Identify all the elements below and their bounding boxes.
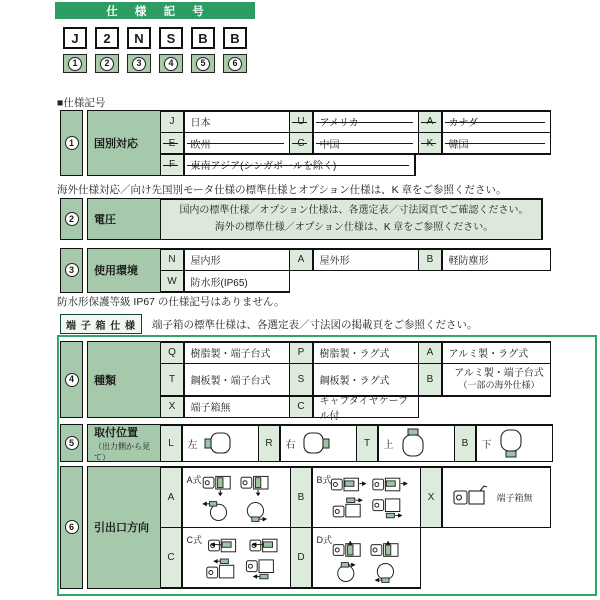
note-waterproof: 防水形保護等級 IP67 の仕様記号はありません。 [57,296,285,308]
row3-label-cell [87,248,161,293]
circled-number: 3 [132,57,146,71]
option-text: 端子箱無 [185,397,289,417]
outlet-style-b-cell [313,468,420,527]
row6-options [160,466,552,589]
code-number-cell [159,54,183,73]
option-code-struck: U [290,112,312,132]
circled-number: 6 [65,520,79,534]
option-code: B [419,364,441,395]
code-number-cell [223,54,247,73]
option-code: X [161,397,183,417]
no-terminal-box-note: 端子箱無 [496,492,533,503]
mount-left-cell: 左 [183,426,258,461]
circled-number: 1 [68,57,82,71]
option-code: T [161,364,183,395]
spec-row-environment [60,248,551,293]
voltage-note-line1: 国内の標準仕様／オプション仕様は、各選定表／寸法図頁でご確認ください。 [179,205,529,216]
option-text: 鋼板製・ラグ式 [314,364,418,395]
row4-number-cell [60,341,83,418]
style-a-label: A式 [186,474,202,485]
circled-number: 4 [164,57,178,71]
option-code-struck: C [290,133,312,153]
option-text-struck: カナダ [443,112,550,132]
option-text: キャブタイヤケーブル付 [314,397,418,417]
code-number-cell [95,54,119,73]
option-code: S [290,364,312,395]
spec-code-title: 仕 様 記 号 [55,2,255,19]
row1-label: 国別対応 [94,138,138,150]
section-heading: ■仕様記号 [57,97,106,109]
option-text-struck: 東南アジア(シンガポールを除く) [185,155,415,175]
spec-row-type [60,341,551,422]
row4-label: 種類 [94,374,116,387]
row5-number-cell [60,424,83,462]
terminal-box-section-label: 端 子 箱 仕 様 [60,314,142,334]
row5-options [160,424,554,462]
row1-number-cell [60,110,83,176]
circled-number: 5 [65,436,79,450]
row3-label: 使用環境 [94,265,138,278]
option-code: R [259,426,279,461]
circled-number: 2 [100,57,114,71]
voltage-note-cell [161,200,541,239]
option-code: A [161,468,181,527]
row3-options [160,248,552,293]
option-text: 日本 [185,112,289,132]
option-code: B [291,468,311,527]
row6-label: 引出口方向 [94,522,149,535]
code-box-3: N [127,27,151,49]
style-d-label: D式 [316,535,332,545]
outlet-style-x-cell [443,468,550,527]
circled-number: 2 [65,212,79,226]
code-number-cell [191,54,215,73]
option-text: 樹脂製・ラグ式 [314,343,418,363]
outlet-style-b-diagram [326,471,416,525]
spec-row-mount-position [60,424,553,462]
row2-number-cell [60,198,83,240]
option-text: 防水形(IP65) [185,271,289,291]
spec-row-voltage [60,198,543,240]
circled-number: 6 [228,57,242,71]
option-code: B [419,250,441,270]
option-text: 樹脂製・端子台式 [185,343,289,363]
option-code: B [455,426,475,461]
note-overseas: 海外仕様対応／向け先国別モータ仕様の標準仕様とオプション仕様は、K 章をご参照ください。 [57,184,507,196]
option-code: T [357,426,377,461]
outlet-style-a-diagram [196,471,286,525]
option-text-struck: 韓国 [443,133,550,153]
motor-box-top-icon [399,428,427,458]
code-box-5: B [191,27,215,49]
code-box-1: J [63,27,87,49]
outlet-style-d-cell [313,528,420,587]
terminal-box-note: 端子箱の標準仕様は、各選定表／寸法図の掲載頁をご参照ください。 [152,319,478,331]
circled-number: 1 [65,136,79,150]
outlet-style-c-diagram [196,532,286,586]
row2-label: 電圧 [94,214,116,226]
code-box-row [55,27,255,49]
option-code-struck: E [161,133,183,153]
circled-number: 5 [196,57,210,71]
code-number-row [55,54,255,73]
row3-number-cell [60,248,83,293]
option-code: P [290,343,312,363]
option-code: L [161,426,181,461]
motor-box-right-icon [301,429,331,457]
row1-options [160,110,552,176]
mount-right-cell: 右 [281,426,356,461]
option-code: N [161,250,183,270]
option-code: X [421,468,441,527]
mount-top-cell: 上 [379,426,454,461]
style-c-label: C式 [186,535,202,545]
motor-box-left-icon [203,429,233,457]
style-b-label: B式 [316,474,332,485]
option-text: 軽防塵形 [443,250,550,270]
row4-label-cell [87,341,161,418]
option-text-struck: 欧州 [185,133,289,153]
option-code-struck: K [419,133,441,153]
option-code: A [290,250,312,270]
option-code: A [419,343,441,363]
mount-bottom-cell: 下 [477,426,552,461]
row5-label: 取付位置 [94,426,138,439]
option-code: Q [161,343,183,363]
option-code: W [161,271,183,291]
spec-row-country [60,110,551,176]
row6-number-cell [60,466,83,589]
option-text: アルミ製・端子台式 （一部の海外仕様） [443,364,550,395]
option-text: 屋外形 [314,250,418,270]
code-box-2: 2 [95,27,119,49]
row1-label-cell [87,110,161,176]
option-text-struck: アメリカ [314,112,418,132]
option-code: C [290,397,312,417]
motor-box-bottom-icon [497,428,525,458]
spec-row-outlet-direction [60,466,551,589]
option-text: アルミ製・ラグ式 [443,343,550,363]
row6-label-cell [87,466,161,589]
outlet-style-a-cell [183,468,290,527]
row4-options [160,341,552,422]
circled-number: 4 [65,373,79,387]
circled-number: 3 [65,263,79,277]
code-number-cell [63,54,87,73]
option-code-struck: F [161,155,183,175]
option-text: 鋼板製・端子台式 [185,364,289,395]
option-code: D [291,528,311,587]
option-code: C [161,528,181,587]
row5-sublabel: （出力側から見て） [94,441,150,462]
option-code: J [161,112,183,132]
row5-label-cell [87,424,161,462]
spec-code-panel [55,2,255,73]
outlet-style-d-diagram [326,532,416,586]
code-box-4: S [159,27,183,49]
code-box-6: B [223,27,247,49]
option-text: 屋内形 [185,250,289,270]
no-terminal-box-diagram [453,483,491,511]
outlet-style-c-cell [183,528,290,587]
code-number-cell [127,54,151,73]
option-text-struck: 中国 [314,133,418,153]
voltage-note-line2: 海外の標準仕様／オプション仕様は、K 章をご参照ください。 [214,222,494,233]
option-code-struck: A [419,112,441,132]
row2-label-cell [87,198,161,240]
